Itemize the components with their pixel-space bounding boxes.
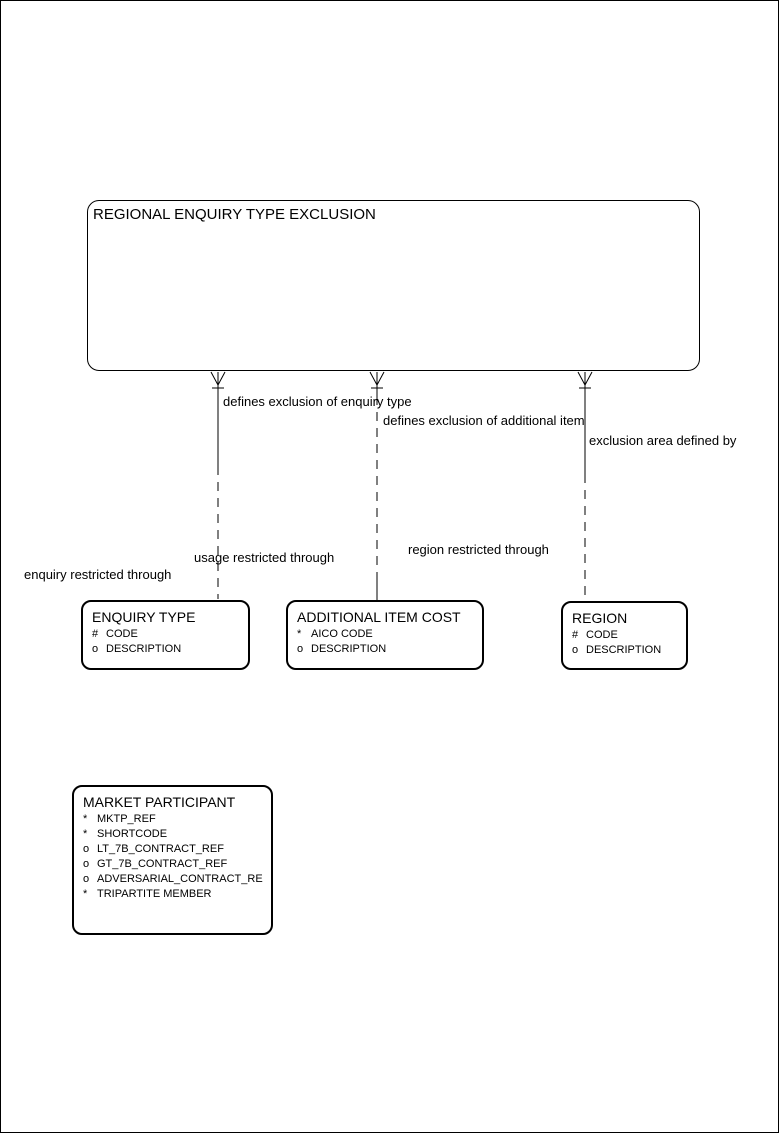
attribute-name: DESCRIPTION xyxy=(311,643,387,655)
attribute-row xyxy=(572,643,682,658)
attribute-name: ADVERSARIAL_CONTRACT_RE xyxy=(97,873,263,885)
relationship-label-defines-exclusion-of-additional-item: defines exclusion of additional item xyxy=(383,413,585,428)
attribute-flag: # xyxy=(92,628,99,640)
attribute-row xyxy=(83,887,267,902)
attribute-flag: o xyxy=(83,873,90,885)
attribute-row xyxy=(83,842,267,857)
relationship-label-usage-restricted-through: usage restricted through xyxy=(194,550,335,565)
attribute-flag: * xyxy=(297,628,302,640)
relationship-label-exclusion-area-defined-by: exclusion area defined by xyxy=(589,433,737,448)
entity-title: REGION xyxy=(572,610,628,626)
attribute-row xyxy=(92,627,244,642)
attribute-name: CODE xyxy=(586,629,618,641)
attribute-flag: o xyxy=(297,643,304,655)
attribute-name: TRIPARTITE MEMBER xyxy=(97,888,212,900)
entity-regional-enquiry-type-exclusion[interactable] xyxy=(87,200,700,371)
attribute-flag: * xyxy=(83,828,88,840)
attribute-name: SHORTCODE xyxy=(97,828,168,840)
attribute-row xyxy=(297,627,478,642)
attribute-name: LT_7B_CONTRACT_REF xyxy=(97,843,224,855)
attribute-flag: o xyxy=(83,858,90,870)
attribute-name: DESCRIPTION xyxy=(106,643,182,655)
entity-market-participant[interactable] xyxy=(72,785,273,935)
attribute-flag: o xyxy=(572,644,579,656)
attribute-row xyxy=(83,872,267,887)
entity-title: REGIONAL ENQUIRY TYPE EXCLUSION xyxy=(93,206,376,223)
relationship-line-region[interactable] xyxy=(578,372,592,599)
relationship-label-defines-exclusion-of-enquiry-type: defines exclusion of enquiry type xyxy=(223,394,412,409)
attribute-row xyxy=(297,642,478,657)
attribute-flag: * xyxy=(83,813,88,825)
attribute-row xyxy=(83,812,267,827)
attribute-name: MKTP_REF xyxy=(97,813,156,825)
relationship-label-enquiry-restricted-through: enquiry restricted through xyxy=(24,567,172,582)
entity-additional-item-cost[interactable] xyxy=(286,600,484,670)
entity-title: ADDITIONAL ITEM COST xyxy=(297,609,461,625)
attribute-flag: o xyxy=(83,843,90,855)
entity-region[interactable] xyxy=(561,601,688,670)
attribute-row xyxy=(83,827,267,842)
relationship-label-region-restricted-through: region restricted through xyxy=(408,542,549,557)
entity-title: ENQUIRY TYPE xyxy=(92,609,196,625)
attribute-row xyxy=(92,642,244,657)
attribute-name: AICO CODE xyxy=(311,628,373,640)
entity-enquiry-type[interactable] xyxy=(81,600,250,670)
entity-title: MARKET PARTICIPANT xyxy=(83,794,236,810)
attribute-row xyxy=(83,857,267,872)
attribute-row xyxy=(572,628,682,643)
attribute-name: CODE xyxy=(106,628,138,640)
attribute-name: DESCRIPTION xyxy=(586,644,662,656)
attribute-flag: o xyxy=(92,643,99,655)
attribute-flag: # xyxy=(572,629,579,641)
attribute-name: GT_7B_CONTRACT_REF xyxy=(97,858,228,870)
attribute-flag: * xyxy=(83,888,88,900)
